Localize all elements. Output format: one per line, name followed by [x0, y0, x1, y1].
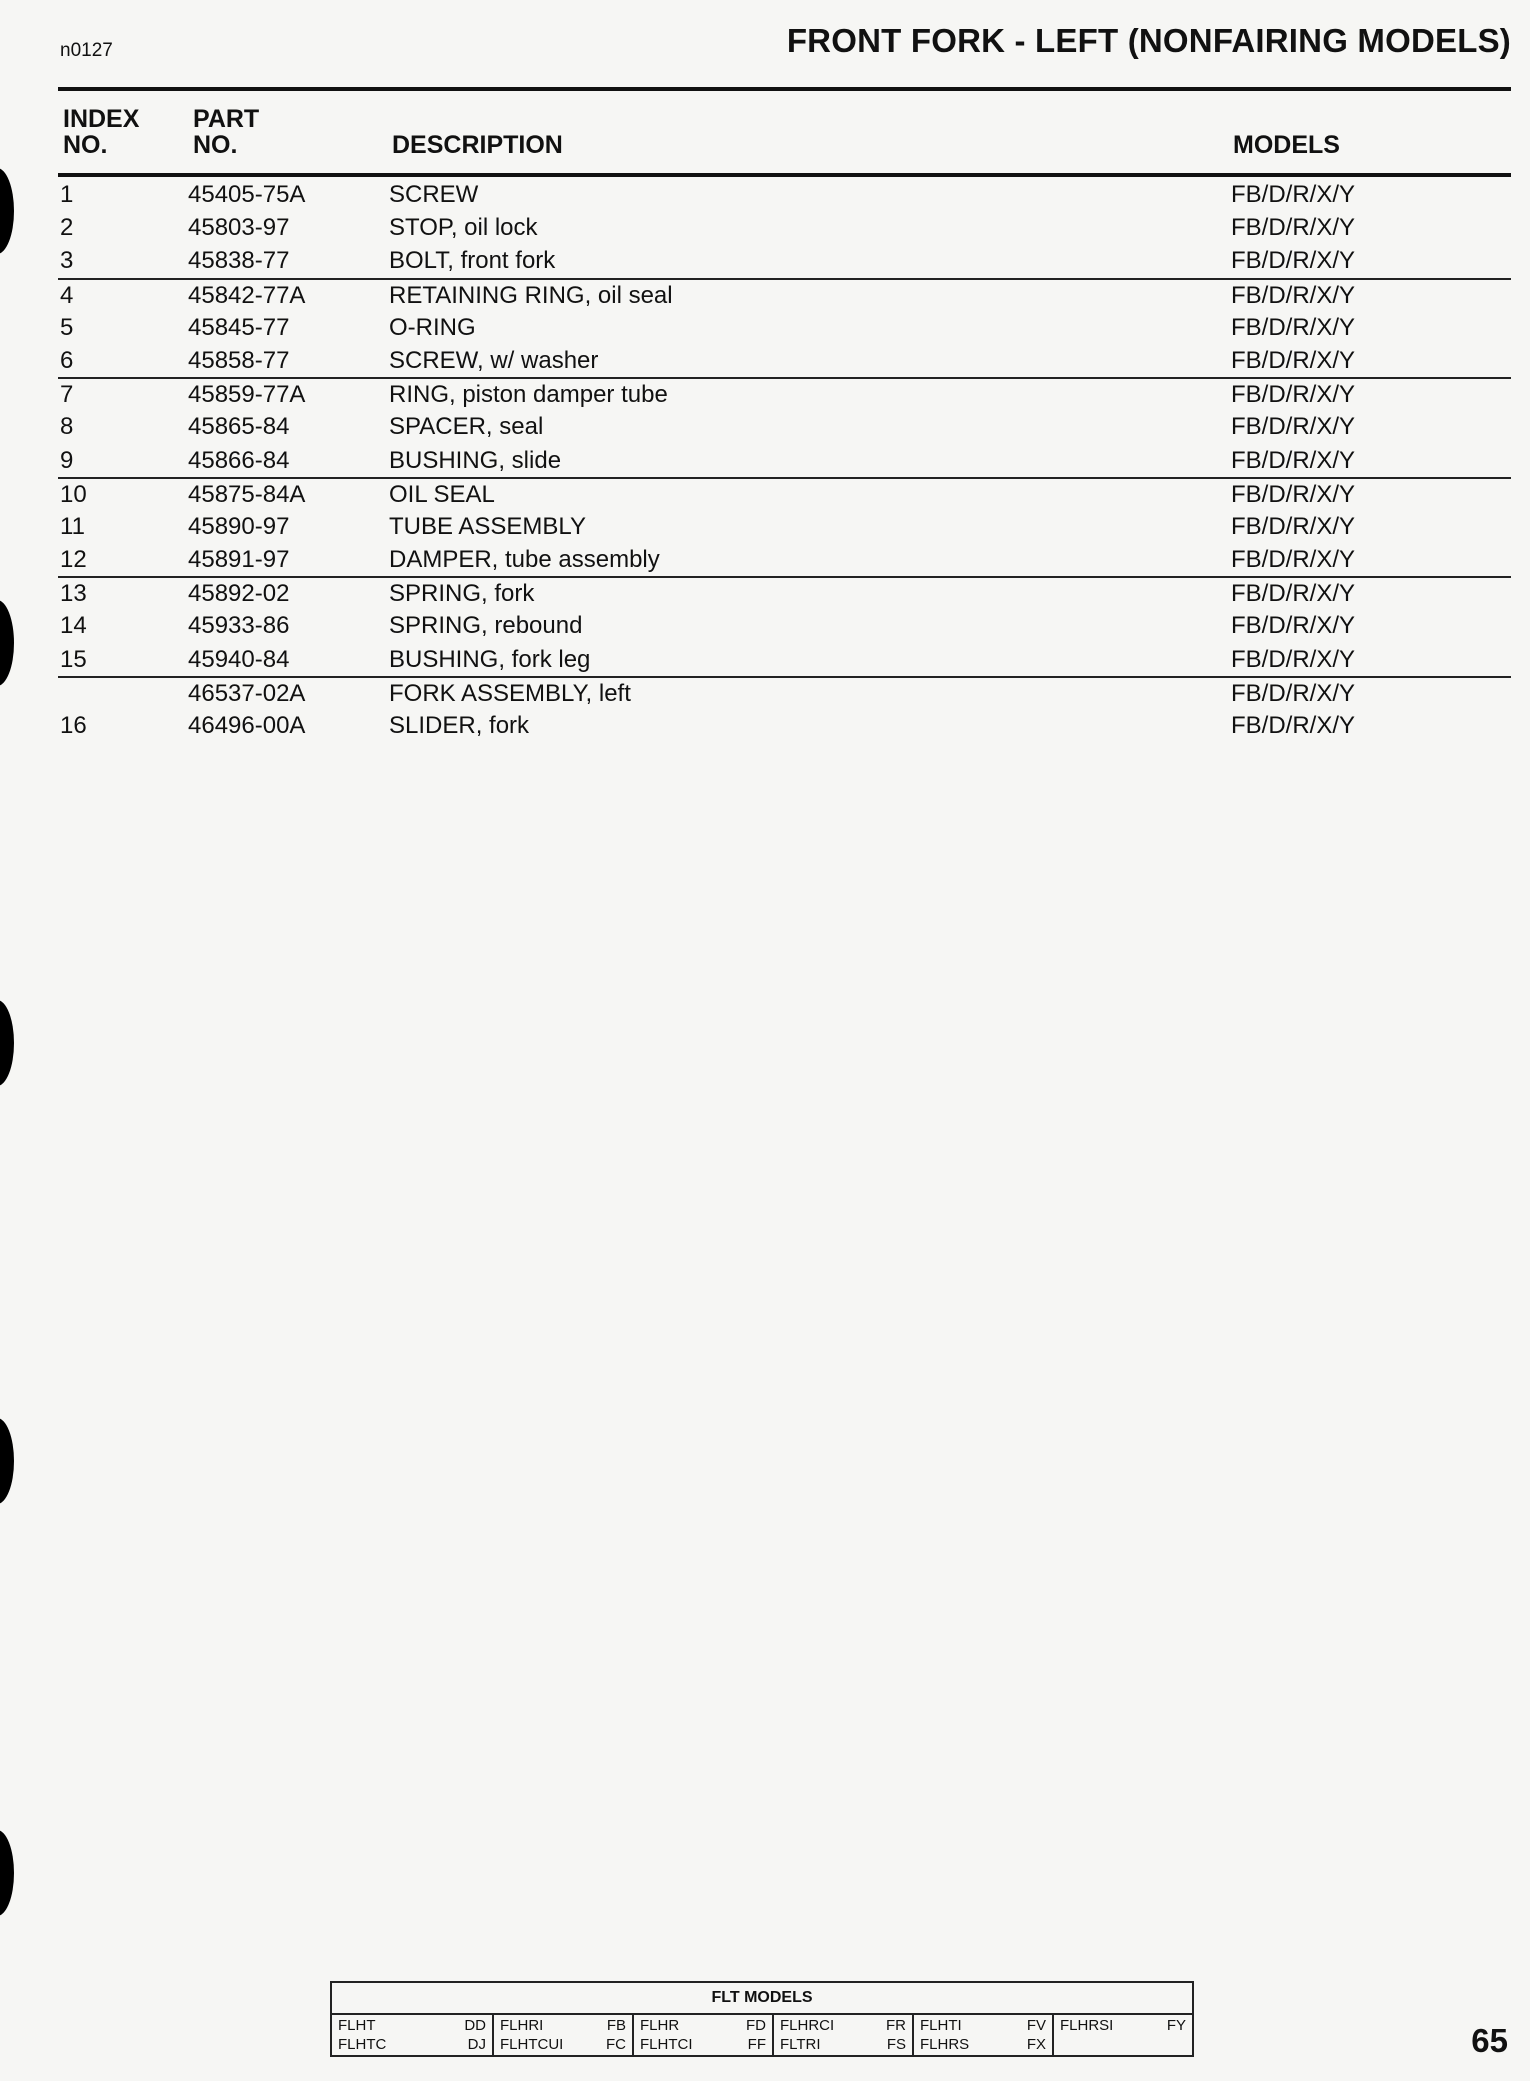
description-header: DESCRIPTION: [392, 131, 563, 159]
binder-hole: [0, 1830, 14, 1916]
flt-model-name: FLHTCI: [640, 2036, 693, 2053]
description-cell: SPACER, seal: [389, 413, 544, 441]
flt-model-code: FS: [886, 2036, 906, 2053]
flt-column: [774, 2015, 914, 2055]
description-cell: SCREW, w/ washer: [389, 346, 599, 374]
models-header: MODELS: [1233, 131, 1340, 159]
models-cell: FB/D/R/X/Y: [1231, 679, 1356, 707]
flt-model-name: FLHTCUI: [500, 2036, 564, 2053]
flt-model-name: FLHRCI: [780, 2017, 835, 2034]
index-cell: 11: [60, 512, 85, 540]
index-cell: 2: [60, 214, 74, 242]
description-cell: SLIDER, fork: [389, 712, 530, 739]
part-number-cell: 45842-77A: [188, 281, 306, 309]
flt-column: [332, 2015, 494, 2055]
models-cell: FB/D/R/X/Y: [1231, 413, 1356, 441]
models-cell: FB/D/R/X/Y: [1231, 446, 1356, 474]
table-row: [58, 278, 1511, 311]
description-cell: TUBE ASSEMBLY: [389, 512, 586, 540]
index-cell: 3: [60, 247, 74, 275]
description-cell: SCREW: [389, 181, 479, 208]
models-cell: FB/D/R/X/Y: [1231, 580, 1356, 608]
flt-model-name: FLHRSI: [1060, 2017, 1114, 2034]
part-number-cell: 46537-02A: [188, 679, 306, 707]
table-row: [58, 211, 1511, 244]
models-cell: FB/D/R/X/Y: [1231, 546, 1356, 574]
index-header-line1: INDEX: [63, 105, 140, 133]
flt-model-name: FLHRS: [920, 2036, 970, 2053]
part-header: [193, 106, 259, 158]
parts-table: [58, 178, 1511, 742]
table-row: [58, 643, 1511, 676]
description-cell: RETAINING RING, oil seal: [389, 281, 673, 309]
binder-hole: [0, 168, 14, 254]
binder-hole: [0, 1000, 14, 1086]
index-cell: 15: [60, 645, 87, 673]
binder-hole: [0, 1418, 14, 1504]
description-cell: O-RING: [389, 313, 476, 341]
description-cell: RING, piston damper tube: [389, 381, 668, 409]
table-row: [58, 543, 1511, 576]
index-cell: 12: [60, 546, 87, 574]
description-cell: BOLT, front fork: [389, 247, 556, 275]
models-cell: FB/D/R/X/Y: [1231, 712, 1356, 739]
flt-models-legend: [330, 1981, 1194, 2057]
description-cell: BUSHING, fork leg: [389, 645, 591, 673]
flt-model-name: FLHTI: [920, 2017, 962, 2034]
flt-model-code: FF: [747, 2036, 766, 2053]
flt-model-code: FB: [606, 2017, 626, 2034]
flt-model-name: FLHTC: [338, 2036, 387, 2053]
part-number-cell: 45933-86: [188, 612, 290, 640]
part-number-cell: 45891-97: [188, 546, 290, 574]
index-cell: 4: [60, 281, 74, 309]
description-cell: STOP, oil lock: [389, 214, 538, 242]
models-cell: FB/D/R/X/Y: [1231, 281, 1356, 309]
part-number-cell: 45405-75A: [188, 181, 306, 208]
models-cell: FB/D/R/X/Y: [1231, 480, 1356, 508]
index-cell: 8: [60, 413, 74, 441]
table-row: [58, 676, 1511, 709]
flt-model-code: DD: [464, 2017, 486, 2034]
part-number-cell: 45859-77A: [188, 381, 306, 409]
flt-model-name: FLHT: [338, 2017, 376, 2034]
models-cell: FB/D/R/X/Y: [1231, 645, 1356, 673]
models-cell: FB/D/R/X/Y: [1231, 214, 1356, 242]
flt-model-code: FV: [1026, 2017, 1046, 2034]
document-id: n0127: [60, 40, 113, 61]
table-row: [58, 344, 1511, 377]
flt-column: [914, 2015, 1054, 2055]
flt-model-code: DJ: [467, 2036, 486, 2053]
part-number-cell: 45866-84: [188, 446, 290, 474]
flt-model-name: FLHR: [640, 2017, 680, 2034]
table-row: [58, 410, 1511, 443]
description-cell: DAMPER, tube assembly: [389, 546, 660, 574]
table-row: [58, 377, 1511, 410]
models-cell: FB/D/R/X/Y: [1231, 313, 1356, 341]
part-header-line1: PART: [193, 105, 260, 133]
flt-model-code: FR: [886, 2017, 906, 2034]
binder-hole: [0, 600, 14, 686]
table-row: [58, 244, 1511, 277]
description-cell: OIL SEAL: [389, 480, 495, 508]
part-number-cell: 45845-77: [188, 313, 290, 341]
description-cell: BUSHING, slide: [389, 446, 562, 474]
models-cell: FB/D/R/X/Y: [1231, 512, 1356, 540]
index-cell: 5: [60, 313, 74, 341]
part-number-cell: 45838-77: [188, 247, 290, 275]
index-cell: 9: [60, 446, 74, 474]
index-cell: 13: [60, 580, 87, 608]
part-number-cell: 45892-02: [188, 580, 290, 608]
flt-column: [494, 2015, 634, 2055]
table-row: [58, 444, 1511, 477]
page-number: 65: [1471, 2022, 1508, 2059]
flt-model-code: FX: [1026, 2036, 1046, 2053]
index-cell: 10: [60, 480, 87, 508]
description-cell: SPRING, rebound: [389, 612, 583, 640]
table-row: [58, 178, 1511, 211]
index-cell: 14: [60, 612, 87, 640]
flt-model-code: FY: [1166, 2017, 1186, 2034]
models-cell: FB/D/R/X/Y: [1231, 381, 1356, 409]
part-header-line2: NO.: [193, 131, 238, 159]
page-title: FRONT FORK - LEFT (NONFAIRING MODELS): [786, 22, 1511, 59]
models-cell: FB/D/R/X/Y: [1231, 612, 1356, 640]
index-cell: 7: [60, 381, 74, 409]
top-rule: [58, 87, 1511, 91]
index-cell: 6: [60, 346, 74, 374]
table-row: [58, 609, 1511, 642]
models-cell: FB/D/R/X/Y: [1231, 346, 1356, 374]
index-header-line2: NO.: [63, 131, 108, 159]
index-header: [63, 106, 139, 158]
table-row: [58, 709, 1511, 742]
models-cell: FB/D/R/X/Y: [1231, 181, 1356, 208]
flt-model-name: FLTRI: [780, 2036, 821, 2053]
part-number-cell: 45875-84A: [188, 480, 306, 508]
index-cell: 1: [60, 181, 74, 208]
table-row: [58, 477, 1511, 510]
index-cell: 16: [60, 712, 87, 739]
flt-model-code: FD: [746, 2017, 766, 2034]
flt-model-name: FLHRI: [500, 2017, 544, 2034]
part-number-cell: 45858-77: [188, 346, 290, 374]
part-number-cell: 45890-97: [188, 512, 290, 540]
flt-column: [634, 2015, 774, 2055]
flt-column: [1054, 2015, 1192, 2055]
part-number-cell: 45803-97: [188, 214, 290, 242]
part-number-cell: 45940-84: [188, 645, 290, 673]
table-row: [58, 510, 1511, 543]
description-cell: SPRING, fork: [389, 580, 535, 608]
header-rule: [58, 173, 1511, 177]
part-number-cell: 46496-00A: [188, 712, 306, 739]
description-cell: FORK ASSEMBLY, left: [389, 679, 631, 707]
part-number-cell: 45865-84: [188, 413, 290, 441]
table-row: [58, 311, 1511, 344]
models-cell: FB/D/R/X/Y: [1231, 247, 1356, 275]
flt-model-code: FC: [606, 2036, 626, 2053]
table-row: [58, 576, 1511, 609]
flt-models-title: FLT MODELS: [332, 1983, 1192, 2015]
